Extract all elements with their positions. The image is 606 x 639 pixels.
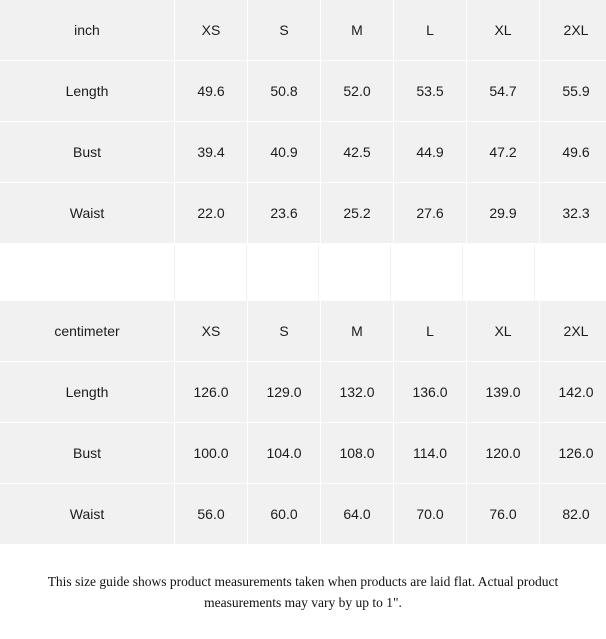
column-header-xl: XL bbox=[467, 301, 540, 362]
row-label-waist: Waist bbox=[0, 183, 175, 244]
inch-size-table bbox=[0, 0, 606, 244]
cell-length-s: 50.8 bbox=[248, 61, 321, 122]
separator-tick bbox=[534, 244, 535, 301]
unit-label-inch: inch bbox=[0, 0, 175, 61]
separator-tick bbox=[246, 244, 247, 301]
cell-waist-m: 64.0 bbox=[321, 484, 394, 545]
cell-waist-xs: 22.0 bbox=[175, 183, 248, 244]
column-header-2xl: 2XL bbox=[540, 301, 606, 362]
column-header-l: L bbox=[394, 301, 467, 362]
cell-waist-s: 60.0 bbox=[248, 484, 321, 545]
column-header-s: S bbox=[248, 0, 321, 61]
separator-tick bbox=[318, 244, 319, 301]
cell-waist-l: 70.0 bbox=[394, 484, 467, 545]
cell-length-l: 53.5 bbox=[394, 61, 467, 122]
cell-length-xl: 54.7 bbox=[467, 61, 540, 122]
cell-waist-2xl: 82.0 bbox=[540, 484, 606, 545]
column-header-s: S bbox=[248, 301, 321, 362]
column-header-l: L bbox=[394, 0, 467, 61]
table-row bbox=[0, 122, 606, 183]
cell-length-xs: 126.0 bbox=[175, 362, 248, 423]
cell-bust-s: 40.9 bbox=[248, 122, 321, 183]
centimeter-size-table bbox=[0, 301, 606, 545]
cell-bust-s: 104.0 bbox=[248, 423, 321, 484]
cell-waist-2xl: 32.3 bbox=[540, 183, 606, 244]
row-label-bust: Bust bbox=[0, 122, 175, 183]
row-label-bust: Bust bbox=[0, 423, 175, 484]
cell-bust-l: 114.0 bbox=[394, 423, 467, 484]
row-label-waist: Waist bbox=[0, 484, 175, 545]
table-row bbox=[0, 362, 606, 423]
cell-bust-xs: 100.0 bbox=[175, 423, 248, 484]
unit-label-centimeter: centimeter bbox=[0, 301, 175, 362]
table-header-row bbox=[0, 301, 606, 362]
table-header-row bbox=[0, 0, 606, 61]
row-label-length: Length bbox=[0, 61, 175, 122]
size-guide-footnote: This size guide shows product measurements taken when products are laid flat. Actual product measurements may vary by up to 1". bbox=[47, 574, 559, 610]
column-header-m: M bbox=[321, 0, 394, 61]
cell-length-xl: 139.0 bbox=[467, 362, 540, 423]
table-row bbox=[0, 484, 606, 545]
cell-bust-xl: 120.0 bbox=[467, 423, 540, 484]
cell-length-s: 129.0 bbox=[248, 362, 321, 423]
cell-length-xs: 49.6 bbox=[175, 61, 248, 122]
cell-length-m: 52.0 bbox=[321, 61, 394, 122]
table-separator bbox=[0, 244, 606, 301]
cell-length-l: 136.0 bbox=[394, 362, 467, 423]
cell-bust-2xl: 126.0 bbox=[540, 423, 606, 484]
cell-bust-l: 44.9 bbox=[394, 122, 467, 183]
cell-waist-m: 25.2 bbox=[321, 183, 394, 244]
column-header-xs: XS bbox=[175, 0, 248, 61]
cell-waist-l: 27.6 bbox=[394, 183, 467, 244]
cell-bust-xs: 39.4 bbox=[175, 122, 248, 183]
column-header-xl: XL bbox=[467, 0, 540, 61]
cell-bust-m: 42.5 bbox=[321, 122, 394, 183]
cell-length-2xl: 55.9 bbox=[540, 61, 606, 122]
column-header-m: M bbox=[321, 301, 394, 362]
cell-waist-xs: 56.0 bbox=[175, 484, 248, 545]
cell-bust-xl: 47.2 bbox=[467, 122, 540, 183]
separator-tick bbox=[462, 244, 463, 301]
separator-tick bbox=[174, 244, 175, 301]
column-header-xs: XS bbox=[175, 301, 248, 362]
cell-bust-2xl: 49.6 bbox=[540, 122, 606, 183]
cell-bust-m: 108.0 bbox=[321, 423, 394, 484]
table-row bbox=[0, 183, 606, 244]
cell-waist-s: 23.6 bbox=[248, 183, 321, 244]
cell-length-2xl: 142.0 bbox=[540, 362, 606, 423]
cell-waist-xl: 29.9 bbox=[467, 183, 540, 244]
separator-tick bbox=[390, 244, 391, 301]
row-label-length: Length bbox=[0, 362, 175, 423]
cell-length-m: 132.0 bbox=[321, 362, 394, 423]
table-row bbox=[0, 61, 606, 122]
table-row bbox=[0, 423, 606, 484]
column-header-2xl: 2XL bbox=[540, 0, 606, 61]
cell-waist-xl: 76.0 bbox=[467, 484, 540, 545]
